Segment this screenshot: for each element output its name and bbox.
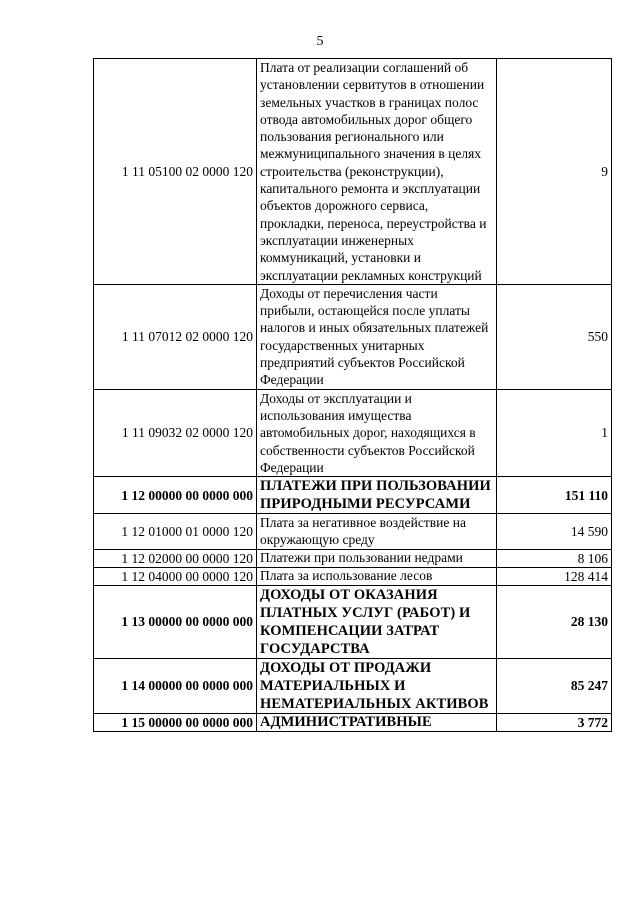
amount-cell: 14 590 bbox=[497, 514, 612, 550]
budget-code-cell: 1 12 02000 00 0000 120 bbox=[94, 549, 257, 567]
table-row bbox=[94, 389, 612, 476]
budget-code-cell: 1 12 00000 00 0000 000 bbox=[94, 477, 257, 514]
budget-code-cell: 1 15 00000 00 0000 000 bbox=[94, 713, 257, 731]
budget-code-cell: 1 11 09032 02 0000 120 bbox=[94, 389, 257, 476]
budget-code-cell: 1 13 00000 00 0000 000 bbox=[94, 585, 257, 658]
revenue-name-cell: Доходы от эксплуатации и использования имущества автомобильных дорог, находящихся в собственности субъектов Российской Федерации bbox=[257, 389, 497, 476]
revenue-name-cell: Плата за негативное воздействие на окружающую среду bbox=[257, 514, 497, 550]
budget-code-cell: 1 11 05100 02 0000 120 bbox=[94, 59, 257, 285]
table-row bbox=[94, 59, 612, 285]
amount-cell: 85 247 bbox=[497, 658, 612, 713]
budget-code-cell: 1 14 00000 00 0000 000 bbox=[94, 658, 257, 713]
amount-cell: 8 106 bbox=[497, 549, 612, 567]
amount-cell: 1 bbox=[497, 389, 612, 476]
revenue-name-cell: ДОХОДЫ ОТ ОКАЗАНИЯ ПЛАТНЫХ УСЛУГ (РАБОТ) И КОМПЕНСАЦИИ ЗАТРАТ ГОСУДАРСТВА bbox=[257, 585, 497, 658]
revenue-table bbox=[93, 58, 612, 732]
page-number: 5 bbox=[316, 34, 324, 49]
table-row-section bbox=[94, 658, 612, 713]
revenue-name-cell: ДОХОДЫ ОТ ПРОДАЖИ МАТЕРИАЛЬНЫХ И НЕМАТЕРИАЛЬНЫХ АКТИВОВ bbox=[257, 658, 497, 713]
table-row bbox=[94, 549, 612, 567]
amount-cell: 550 bbox=[497, 284, 612, 389]
budget-code-cell: 1 12 04000 00 0000 120 bbox=[94, 567, 257, 585]
table-row bbox=[94, 514, 612, 550]
revenue-name-cell: ПЛАТЕЖИ ПРИ ПОЛЬЗОВАНИИ ПРИРОДНЫМИ РЕСУРСАМИ bbox=[257, 477, 497, 514]
revenue-name-cell: Плата от реализации соглашений об установлении сервитутов в отношении земельных участков в границах полос отвода автомобильных дорог общего пользования регионального или межмуниципального значения в целях строительства (реконструкции), капитального ремонта и эксплуатации объектов дорожного сервиса, прокладки, переноса, переустройства и эксплуатации инженерных коммуникаций, установки и эксплуатации рекламных конструкций bbox=[257, 59, 497, 285]
revenue-name-cell: Плата за использование лесов bbox=[257, 567, 497, 585]
table-row-section bbox=[94, 585, 612, 658]
amount-cell: 3 772 bbox=[497, 713, 612, 731]
amount-cell: 28 130 bbox=[497, 585, 612, 658]
revenue-name-cell: Платежи при пользовании недрами bbox=[257, 549, 497, 567]
amount-cell: 151 110 bbox=[497, 477, 612, 514]
amount-cell: 128 414 bbox=[497, 567, 612, 585]
table-row-section bbox=[94, 477, 612, 514]
budget-code-cell: 1 12 01000 01 0000 120 bbox=[94, 514, 257, 550]
revenue-name-cell: АДМИНИСТРАТИВНЫЕ bbox=[257, 713, 497, 731]
table-row bbox=[94, 284, 612, 389]
table-row-section bbox=[94, 713, 612, 731]
amount-cell: 9 bbox=[497, 59, 612, 285]
table-row bbox=[94, 567, 612, 585]
revenue-name-cell: Доходы от перечисления части прибыли, остающейся после уплаты налогов и иных обязательных платежей государственных унитарных предприятий субъектов Российской Федерации bbox=[257, 284, 497, 389]
budget-code-cell: 1 11 07012 02 0000 120 bbox=[94, 284, 257, 389]
